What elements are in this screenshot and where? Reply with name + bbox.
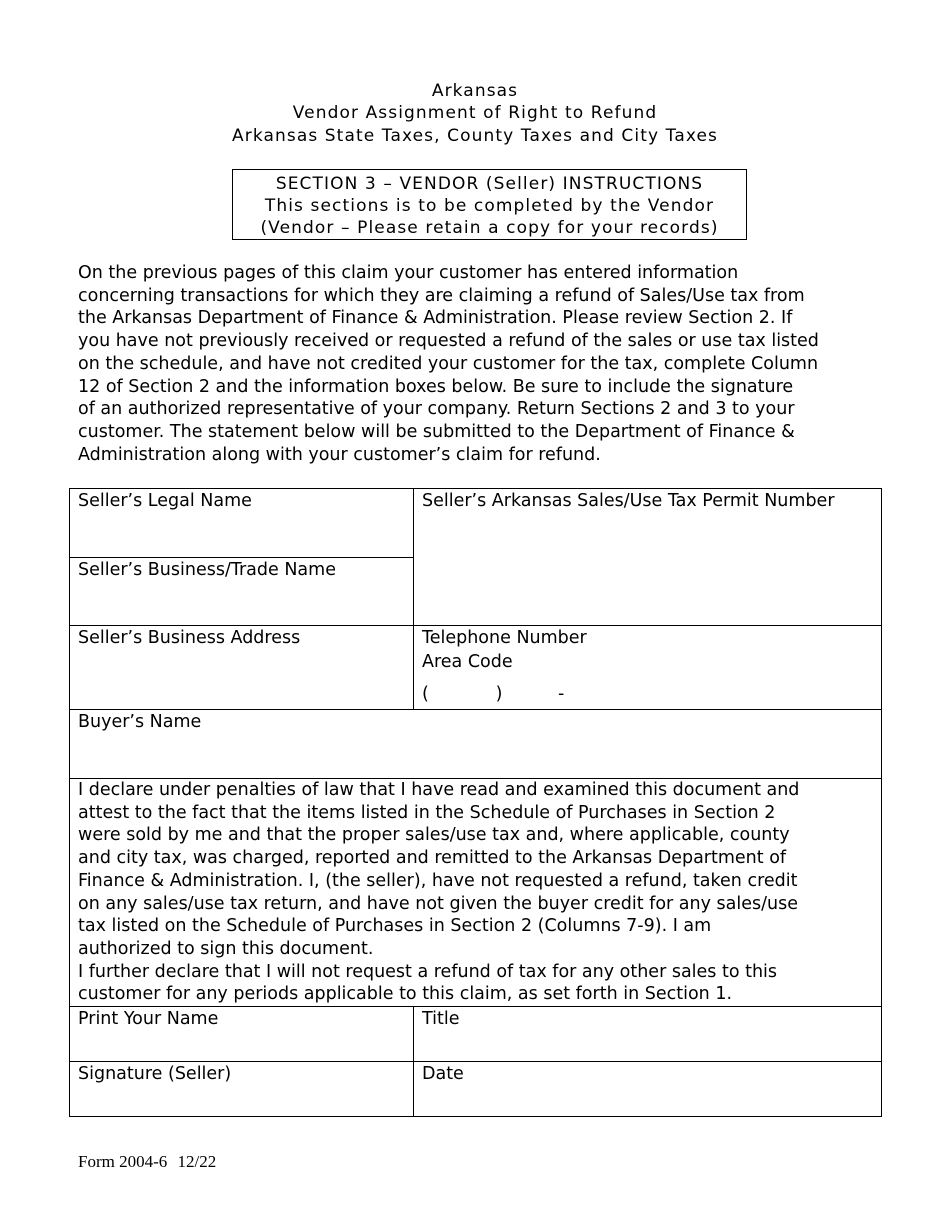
section-3-box: [232, 169, 747, 240]
vendor-form-table: [69, 488, 882, 1117]
date-label: Date: [422, 1064, 464, 1085]
form-revision: 12/22: [177, 1152, 217, 1171]
buyer-name-label: Buyer’s Name: [78, 712, 202, 732]
section-3-note: (Vendor – Please retain a copy for your records): [260, 218, 719, 238]
phone-number-template: ( ) -: [422, 684, 565, 705]
declaration-line: customer for any periods applicable to this claim, as set forth in Section 1.: [78, 984, 733, 1005]
declaration-line: authorized to sign this document.: [78, 938, 374, 959]
intro-line: On the previous pages of this claim your customer has entered information: [78, 263, 739, 283]
signature-label: Signature (Seller): [78, 1064, 232, 1085]
intro-paragraph: [78, 262, 878, 466]
declaration: [70, 779, 882, 1007]
date-field[interactable]: [414, 1062, 882, 1117]
declaration-line: tax listed on the Schedule of Purchases in Section 2 (Columns 7-9). I am: [78, 916, 712, 937]
intro-line: 12 of Section 2 and the information boxes below. Be sure to include the signature: [78, 376, 794, 397]
legal-name-label: Seller’s Legal Name: [78, 491, 252, 511]
section-3-subtitle: This sections is to be completed by the Vendor: [264, 196, 715, 216]
legal-name-field[interactable]: [70, 489, 414, 558]
area-code-label: Area Code: [422, 651, 513, 672]
title-field[interactable]: [414, 1007, 882, 1062]
declaration-line: were sold by me and that the proper sales/use tax and, where applicable, county: [78, 825, 790, 846]
trade-name-label: Seller’s Business/Trade Name: [78, 560, 336, 580]
header-title: Vendor Assignment of Right to Refund: [292, 103, 658, 123]
print-name-field[interactable]: [70, 1007, 414, 1062]
title-label: Title: [422, 1009, 460, 1030]
permit-number-label: Seller’s Arkansas Sales/Use Tax Permit Number: [422, 491, 835, 511]
declaration-line: attest to the fact that the items listed in the Schedule of Purchases in Section 2: [78, 802, 776, 823]
telephone-label: Telephone Number: [422, 628, 587, 648]
buyer-name-field[interactable]: [70, 710, 882, 779]
declaration-line: I declare under penalties of law that I have read and examined this document and: [78, 780, 800, 800]
header-subtitle: Arkansas State Taxes, County Taxes and City Taxes: [232, 126, 718, 146]
intro-line: Administration along with your customer’s claim for refund.: [78, 444, 601, 465]
declaration-line: Finance & Administration. I, (the seller), have not requested a refund, taken credit: [78, 870, 798, 891]
signature-field[interactable]: [70, 1062, 414, 1117]
header-state: Arkansas: [431, 81, 519, 101]
form-number: Form 2004-6: [78, 1152, 168, 1171]
print-name-label: Print Your Name: [78, 1009, 219, 1030]
telephone-field[interactable]: [414, 626, 882, 710]
intro-line: of an authorized representative of your company. Return Sections 2 and 3 to your: [78, 399, 795, 420]
form-footer: [78, 1152, 216, 1172]
business-address-field[interactable]: [70, 626, 414, 710]
business-address-label: Seller’s Business Address: [78, 628, 301, 648]
permit-number-field[interactable]: [414, 489, 882, 626]
declaration-line: I further declare that I will not request a refund of tax for any other sales to this: [78, 961, 778, 982]
trade-name-field[interactable]: [70, 558, 414, 626]
intro-line: the Arkansas Department of Finance & Administration. Please review Section 2. If: [78, 308, 793, 329]
intro-line: customer. The statement below will be submitted to the Department of Finance &: [78, 421, 795, 442]
declaration-line: on any sales/use tax return, and have not given the buyer credit for any sales/use: [78, 893, 798, 914]
intro-line: concerning transactions for which they are claiming a refund of Sales/Use tax from: [78, 285, 805, 306]
declaration-line: and city tax, was charged, reported and remitted to the Arkansas Department of: [78, 848, 787, 869]
intro-line: you have not previously received or requested a refund of the sales or use tax listed: [78, 331, 819, 352]
section-3-title: SECTION 3 – VENDOR (Seller) INSTRUCTIONS: [275, 174, 704, 194]
intro-line: on the schedule, and have not credited your customer for the tax, complete Column: [78, 353, 819, 374]
